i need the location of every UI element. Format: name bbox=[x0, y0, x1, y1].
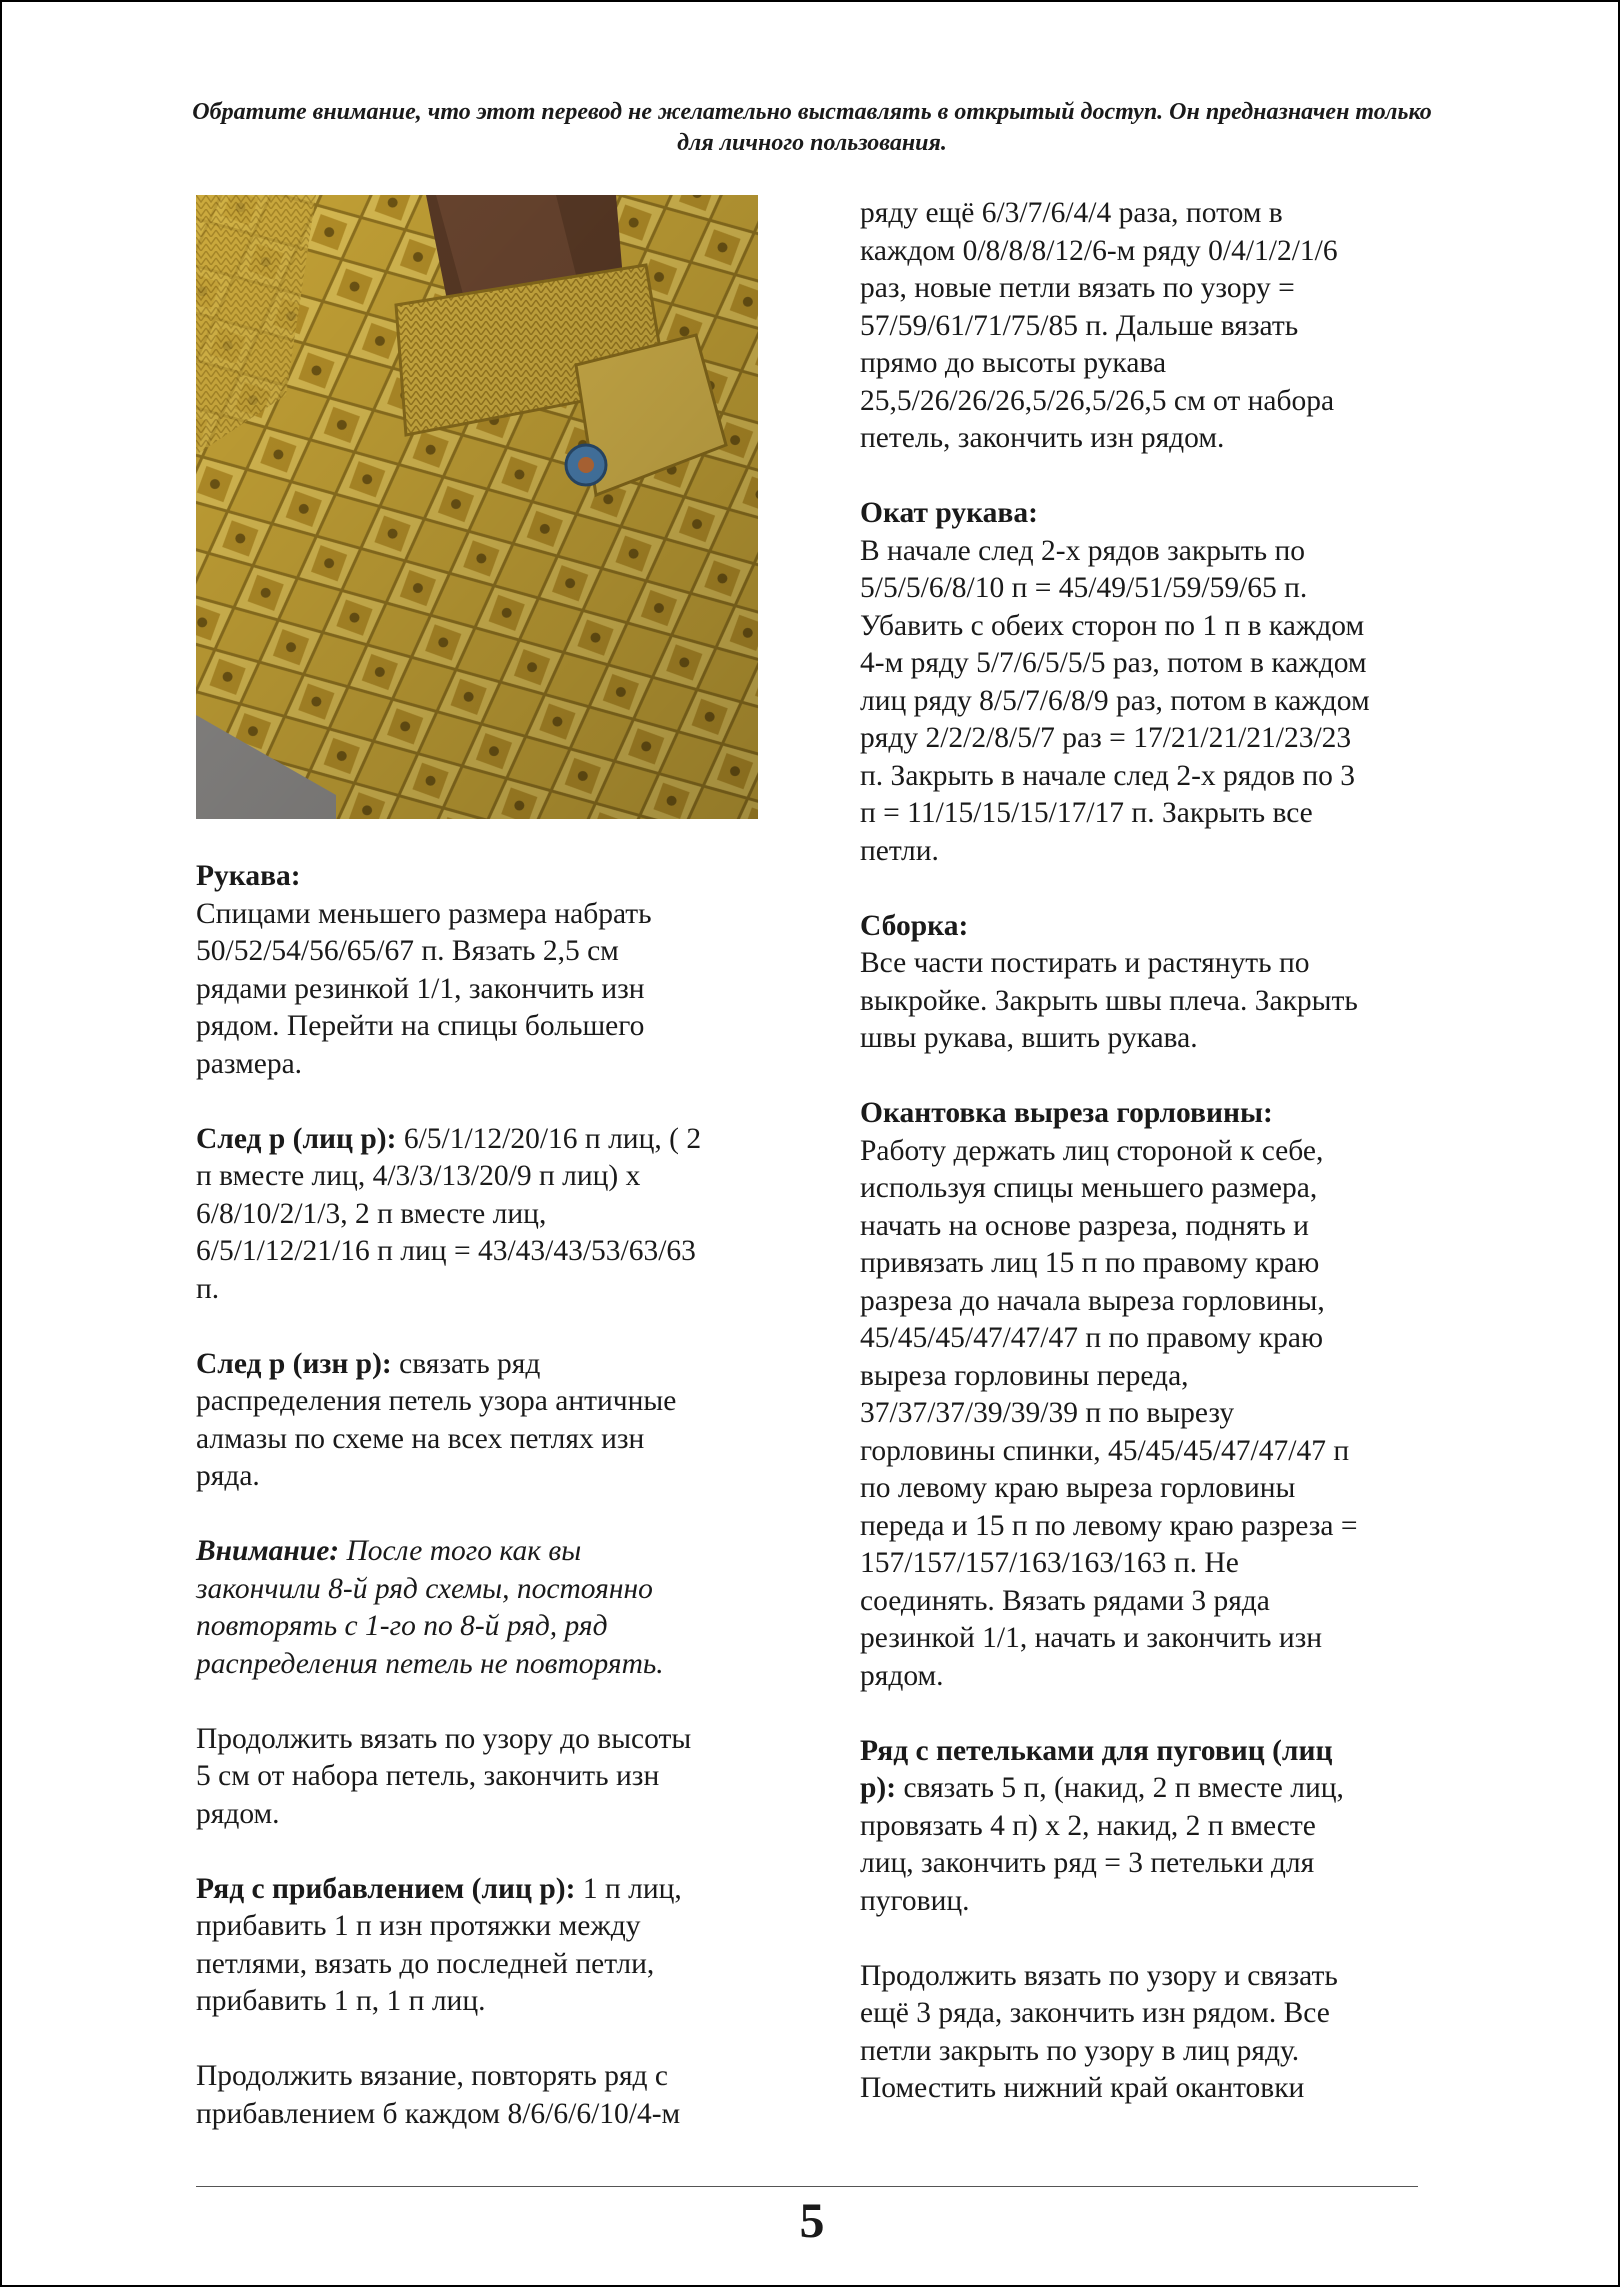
continue-paragraph: Продолжить вязать по узору до высоты 5 см от набора петель, закончить изн рядом. bbox=[196, 1722, 692, 1830]
left-column bbox=[196, 858, 776, 2133]
next-row-rs-section bbox=[196, 1121, 776, 1309]
buttonhole-row-section bbox=[860, 1733, 1460, 1921]
next-row-rs-label: След р (лиц р): bbox=[196, 1122, 397, 1155]
neckband-section bbox=[860, 1095, 1460, 1695]
continue-knitting-paragraph: Продолжить вязание, повторять ряд с прибавлением б каждом 8/6/6/6/10/4-м bbox=[196, 2060, 681, 2130]
footer-divider bbox=[196, 2186, 1418, 2187]
sleeve-photo-illustration bbox=[196, 195, 758, 819]
privacy-notice: Обратите внимание, что этот перевод не желательно выставлять в открытый доступ. Он предназначен только для личного пользования. bbox=[192, 99, 1432, 156]
sleeve-cap-heading: Окат рукава: bbox=[860, 497, 1038, 529]
assembly-section bbox=[860, 908, 1460, 1058]
knitted-sleeve-photo bbox=[196, 195, 758, 819]
page-number: 5 bbox=[799, 2192, 825, 2248]
neckband-text: Работу держать лиц стороной к себе, используя спицы меньшего размера, начать на основе разреза, поднять и привязать лиц 15 п по правому краю разреза до начала выреза горловины, 45/45/45/47/47/47 п по правому краю выреза горловины переда, 37/37/37/39/39/39 п по вырезу горловины спинки, 45/45/45/47/47/47 п по левому краю выреза горловины переда и 15 п по левому краю разреза = 157/157/157/163/163/163 п. Не соединять. Вязать рядами 3 ряда резинкой 1/1, начать и закончить изн рядом. bbox=[860, 1134, 1358, 1692]
sleeve-cap-text: В начале след 2-х рядов закрыть по 5/5/5/6/8/10 п = 45/49/51/59/59/65 п. Убавить с обеих сторон по 1 п в каждом 4-м ряду 5/7/6/5/5/5 раз, потом в каждом лиц ряду 8/5/7/6/8/9 раз, потом в каждом ряду 2/2/2/8/5/7 раз = 17/21/21/21/23/23 п. Закрыть в начале след 2-х рядов по 3 п = 11/15/15/15/17/17 п. Закрыть все петли. bbox=[860, 534, 1370, 867]
increase-row-label: Ряд с прибавлением (лиц р): bbox=[196, 1872, 576, 1905]
attention-section bbox=[196, 1533, 776, 1683]
buttonhole-row-label: Ряд с петельками для пуговиц (лиц р): bbox=[860, 1734, 1333, 1804]
next-row-ws-text: связать ряд распределения петель узора античные алмазы по схеме на всех петлях изн ряда. bbox=[196, 1347, 677, 1492]
neckband-heading: Окантовка выреза горловины: bbox=[860, 1097, 1273, 1129]
increase-row-section bbox=[196, 1871, 776, 2021]
sleeve-cap-section bbox=[860, 495, 1460, 870]
right-column bbox=[860, 195, 1460, 2108]
buttonhole-row-text: связать 5 п, (накид, 2 п вместе лиц, провязать 4 п) х 2, накид, 2 п вместе лиц, закончить ряд = 3 петельки для пуговиц. bbox=[860, 1772, 1344, 1917]
assembly-text: Все части постирать и растянуть по выкройке. Закрыть швы плеча. Закрыть швы рукава, вшить рукава. bbox=[860, 947, 1358, 1054]
next-row-ws-label: След р (изн р): bbox=[196, 1347, 392, 1380]
increase-row-text: 1 п лиц, прибавить 1 п изн протяжки между петлями, вязать до последней петли, прибавить 1 п, 1 п лиц. bbox=[196, 1872, 682, 2017]
assembly-heading: Сборка: bbox=[860, 909, 969, 942]
next-row-ws-section bbox=[196, 1346, 776, 1496]
attention-label: Внимание: bbox=[196, 1535, 340, 1567]
next-row-rs-text: 6/5/1/12/20/16 п лиц, ( 2 п вместе лиц, 4/3/3/13/20/9 п лиц) х 6/8/10/2/1/3, 2 п вместе лиц, 6/5/1/12/21/16 п лиц = 43/43/43/53/63/63 п. bbox=[196, 1122, 702, 1305]
finish-paragraph: Продолжить вязать по узору и связать ещё 3 ряда, закончить изн рядом. Все петли закрыть по узору в лиц ряду. Поместить нижний край окантовки bbox=[860, 1959, 1338, 2104]
sleeves-text: Спицами меньшего размера набрать 50/52/54/56/65/67 п. Вязать 2,5 см рядами резинкой 1/1, закончить изн рядом. Перейти на спицы большего размера. bbox=[196, 897, 652, 1080]
sleeves-section bbox=[196, 858, 776, 1083]
continuation-paragraph: ряду ещё 6/3/7/6/4/4 раза, потом в каждом 0/8/8/8/12/6-м ряду 0/4/1/2/1/6 раз, новые петли вязать по узору = 57/59/61/71/75/85 п. Дальше вязать прямо до высоты рукава 25,5/26/26/26,5/26,5/26,5 см от набора петель, закончить изн рядом. bbox=[860, 197, 1338, 454]
sleeves-heading: Рукава: bbox=[196, 860, 301, 892]
attention-text: После того как вы закончили 8-й ряд схемы, постоянно повторять с 1-го по 8-й ряд, ряд распределения петель не повторять. bbox=[196, 1535, 664, 1680]
